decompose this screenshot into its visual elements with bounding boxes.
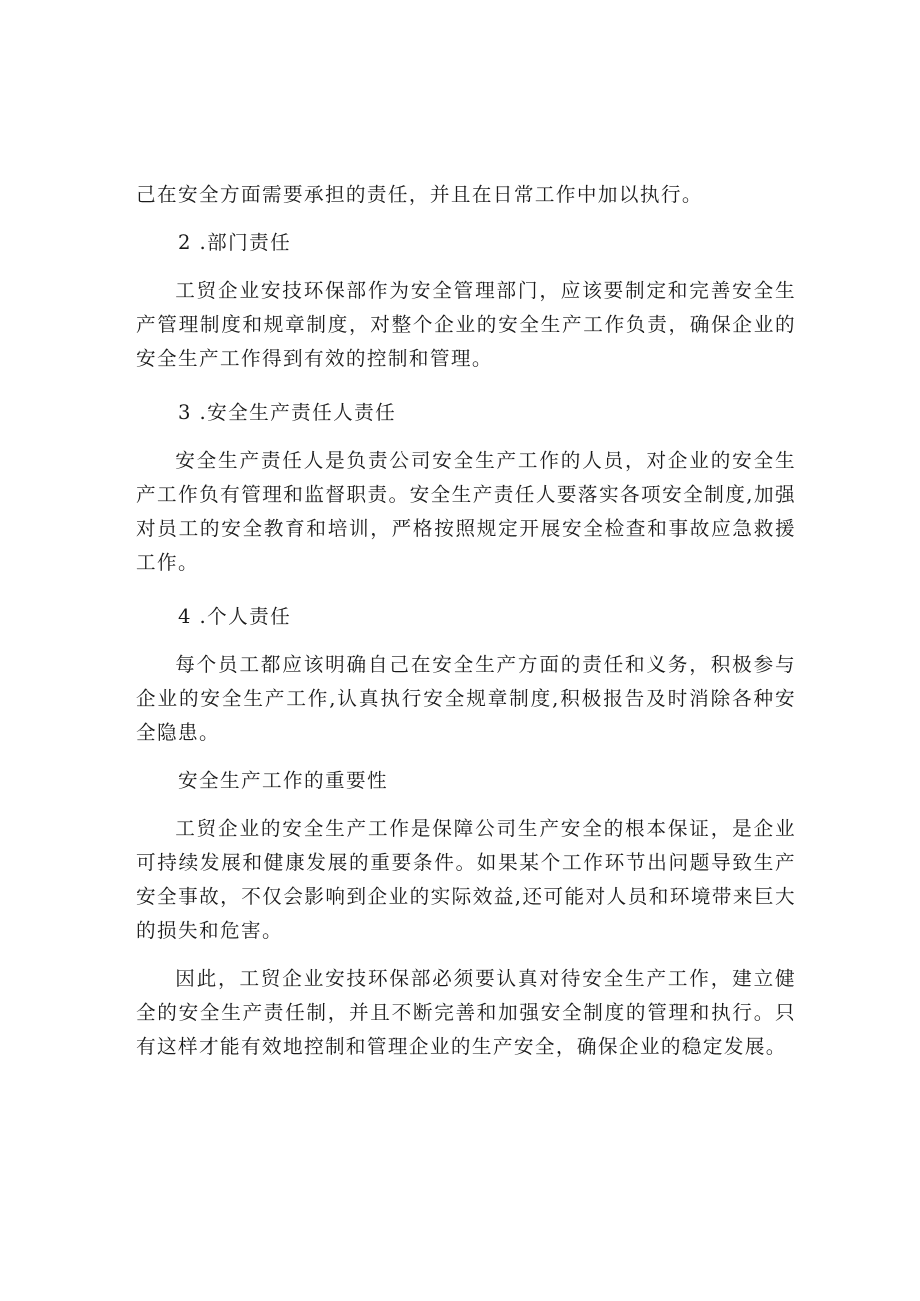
section-paragraph-responsible-person: 安全生产责任人是负责公司安全生产工作的人员，对企业的安全生产工作负有管理和监督职责。安全生产责任人要落实各项安全制度,加强对员工的安全教育和培训，严格按照规定开展安全检查和事故应急救援工作。 [136,449,796,574]
importance-heading: 安全生产工作的重要性 [178,769,388,792]
section-paragraph-individual: 每个员工都应该明确自己在安全生产方面的责任和义务，积极参与企业的安全生产工作,认真执行安全规章制度,积极报告及时消除各种安全隐患。 [136,653,796,744]
intro-continuation: 己在安全方面需要承担的责任，并且在日常工作中加以执行。 [136,183,703,206]
importance-paragraph-1: 工贸企业的安全生产工作是保障公司生产安全的根本保证，是企业可持续发展和健康发展的重要条件。如果某个工作环节出问题导致生产安全事故，不仅会影响到企业的实际效益,还可能对人员和环境带来巨大的损失和危害。 [136,817,796,942]
section-heading-department: 2 .部门责任 [178,231,292,254]
section-heading-responsible-person: 3 .安全生产责任人责任 [178,401,397,424]
importance-paragraph-2: 因此，工贸企业安技环保部必须要认真对待安全生产工作，建立健全的安全生产责任制，并且不断完善和加强安全制度的管理和执行。只有这样才能有效地控制和管理企业的生产安全，确保企业的稳定发展。 [136,967,796,1058]
section-heading-individual: 4 .个人责任 [178,605,292,628]
section-paragraph-department: 工贸企业安技环保部作为安全管理部门，应该要制定和完善安全生产管理制度和规章制度，对整个企业的安全生产工作负责，确保企业的安全生产工作得到有效的控制和管理。 [136,279,796,370]
document-body [136,178,796,1064]
